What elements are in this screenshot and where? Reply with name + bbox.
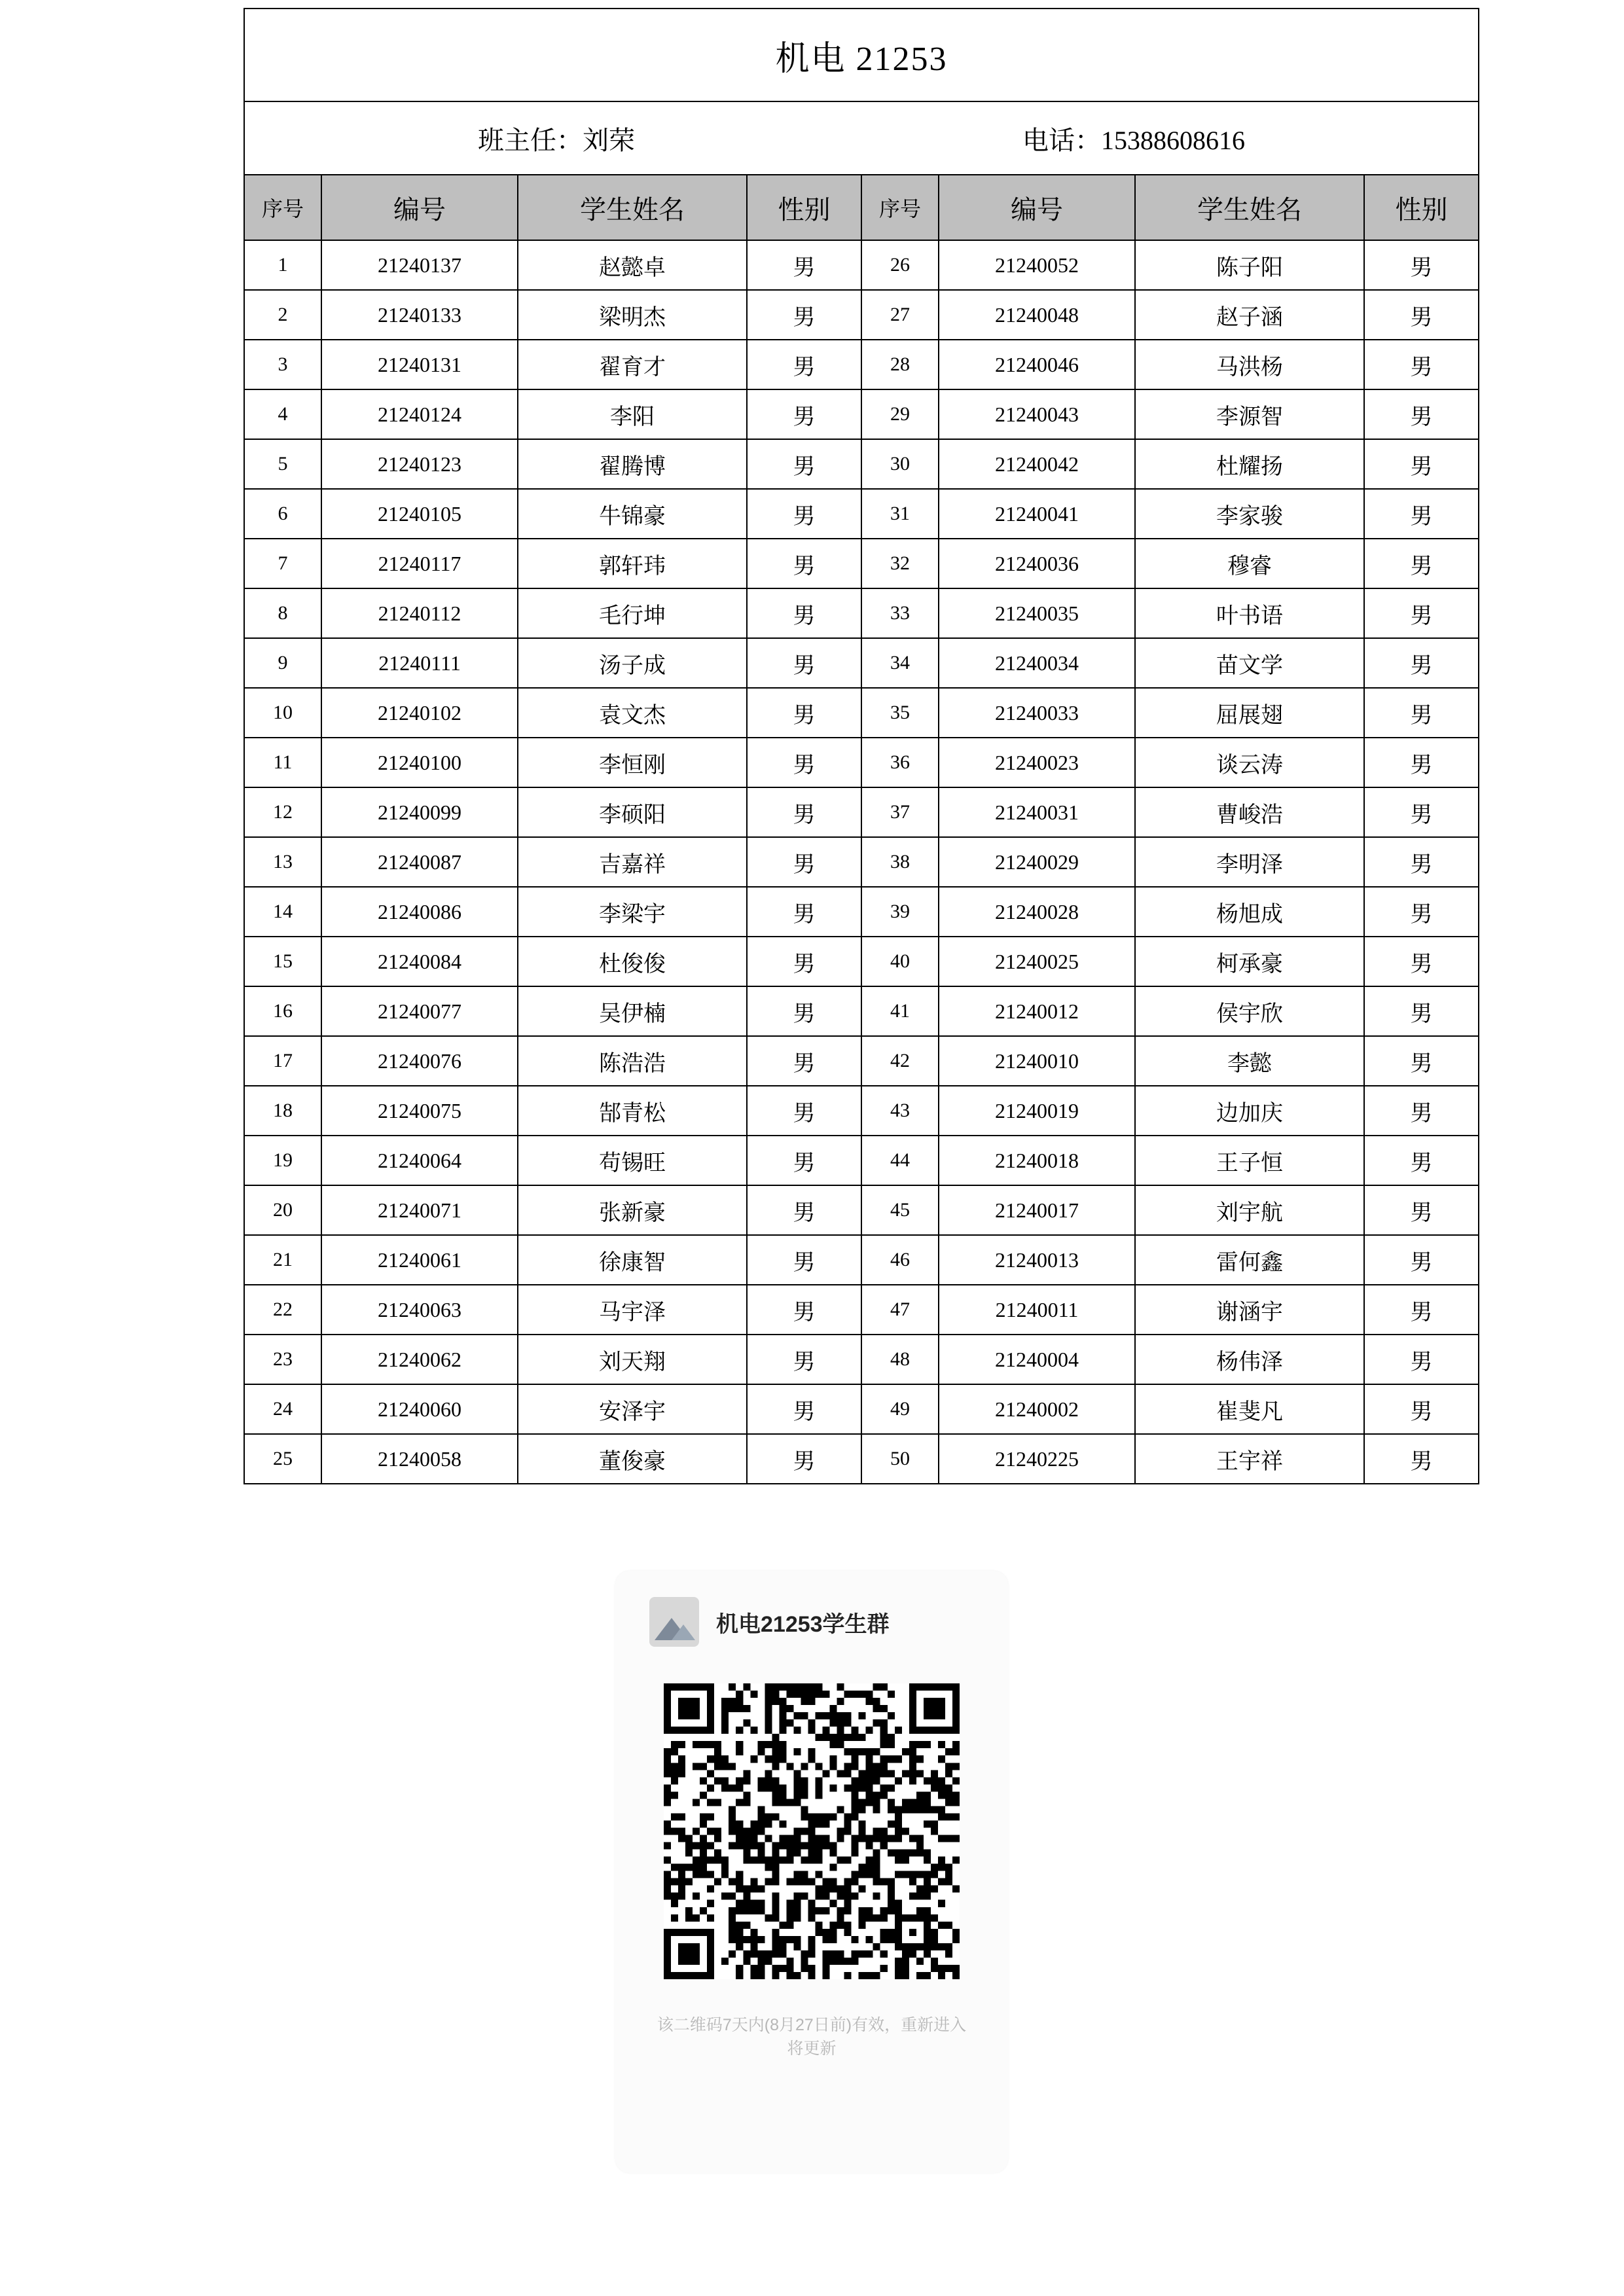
cell-index-left: 8 [244,588,321,638]
cell-sex-left: 男 [747,1235,861,1285]
cell-sex-right: 男 [1364,638,1479,688]
cell-name-right: 曹峻浩 [1135,787,1364,837]
cell-index-right: 34 [861,638,939,688]
cell-sex-left: 男 [747,937,861,986]
cell-sex-right: 男 [1364,688,1479,738]
column-header-name-left: 学生姓名 [518,175,747,240]
table-row [244,1235,1479,1285]
cell-code-left: 21240102 [321,688,518,738]
table-row [244,1384,1479,1434]
cell-name-right: 杨旭成 [1135,887,1364,937]
cell-sex-left: 男 [747,439,861,489]
page-title: 机电 21253 [244,9,1479,101]
cell-code-right: 21240033 [939,688,1135,738]
roster-table-container [244,8,1448,1484]
cell-sex-left: 男 [747,1434,861,1484]
cell-index-right: 31 [861,489,939,539]
cell-index-right: 39 [861,887,939,937]
cell-name-left: 李阳 [518,389,747,439]
cell-code-right: 21240035 [939,588,1135,638]
cell-sex-left: 男 [747,986,861,1036]
column-header-sex-right: 性别 [1364,175,1479,240]
cell-code-right: 21240048 [939,290,1135,340]
cell-name-right: 王宇祥 [1135,1434,1364,1484]
cell-index-left: 12 [244,787,321,837]
cell-sex-left: 男 [747,1335,861,1384]
table-row [244,738,1479,787]
cell-index-right: 40 [861,937,939,986]
table-row [244,1136,1479,1185]
cell-code-left: 21240100 [321,738,518,787]
cell-name-left: 郜青松 [518,1086,747,1136]
cell-code-right: 21240018 [939,1136,1135,1185]
cell-code-right: 21240028 [939,887,1135,937]
cell-sex-right: 男 [1364,738,1479,787]
cell-name-right: 刘宇航 [1135,1185,1364,1235]
teacher-label: 班主任：刘荣 [478,125,635,155]
column-header-index-left: 序号 [244,175,321,240]
cell-index-right: 35 [861,688,939,738]
cell-index-right: 38 [861,837,939,887]
table-row [244,638,1479,688]
cell-index-left: 15 [244,937,321,986]
cell-sex-left: 男 [747,588,861,638]
info-row [244,101,1479,175]
cell-sex-right: 男 [1364,837,1479,887]
cell-name-right: 李源智 [1135,389,1364,439]
cell-code-right: 21240043 [939,389,1135,439]
cell-code-right: 21240023 [939,738,1135,787]
column-header-code-left: 编号 [321,175,518,240]
cell-code-left: 21240077 [321,986,518,1036]
cell-sex-left: 男 [747,1185,861,1235]
qr-code-image[interactable] [664,1683,960,1979]
column-header-sex-left: 性别 [747,175,861,240]
table-row [244,1086,1479,1136]
cell-name-right: 李懿 [1135,1036,1364,1086]
cell-sex-right: 男 [1364,887,1479,937]
cell-name-left: 翟腾博 [518,439,747,489]
cell-code-left: 21240124 [321,389,518,439]
cell-name-right: 苗文学 [1135,638,1364,688]
phone-label: 电话：15388608616 [1022,125,1245,155]
cell-index-left: 21 [244,1235,321,1285]
cell-name-left: 郭轩玮 [518,539,747,588]
table-row [244,439,1479,489]
table-row [244,688,1479,738]
cell-code-left: 21240111 [321,638,518,688]
class-info-cell [244,101,1479,175]
cell-sex-left: 男 [747,1285,861,1335]
cell-index-left: 7 [244,539,321,588]
cell-code-right: 21240002 [939,1384,1135,1434]
cell-name-left: 汤子成 [518,638,747,688]
cell-sex-left: 男 [747,787,861,837]
cell-sex-left: 男 [747,1384,861,1434]
cell-index-left: 5 [244,439,321,489]
cell-name-right: 谈云涛 [1135,738,1364,787]
table-row [244,240,1479,290]
cell-code-left: 21240117 [321,539,518,588]
cell-sex-right: 男 [1364,340,1479,389]
cell-code-left: 21240061 [321,1235,518,1285]
qr-card [615,1571,1008,2173]
cell-name-right: 崔斐凡 [1135,1384,1364,1434]
cell-index-left: 1 [244,240,321,290]
cell-sex-left: 男 [747,1136,861,1185]
cell-name-left: 董俊豪 [518,1434,747,1484]
cell-code-left: 21240071 [321,1185,518,1235]
cell-index-left: 14 [244,887,321,937]
cell-sex-right: 男 [1364,1235,1479,1285]
cell-index-right: 36 [861,738,939,787]
cell-code-left: 21240112 [321,588,518,638]
title-row [244,9,1479,101]
column-header-name-right: 学生姓名 [1135,175,1364,240]
cell-code-left: 21240133 [321,290,518,340]
cell-code-left: 21240105 [321,489,518,539]
cell-code-right: 21240012 [939,986,1135,1036]
cell-name-left: 袁文杰 [518,688,747,738]
cell-name-right: 王子恒 [1135,1136,1364,1185]
cell-sex-left: 男 [747,1036,861,1086]
cell-sex-left: 男 [747,638,861,688]
cell-name-right: 赵子涵 [1135,290,1364,340]
cell-name-right: 侯宇欣 [1135,986,1364,1036]
cell-index-right: 41 [861,986,939,1036]
cell-index-right: 42 [861,1036,939,1086]
cell-name-right: 杜耀扬 [1135,439,1364,489]
cell-name-right: 李家骏 [1135,489,1364,539]
cell-sex-left: 男 [747,290,861,340]
group-name-label: 机电21253学生群 [716,1611,890,1637]
qr-expiry-note: 该二维码7天内(8月27日前)有效，重新进入将更新 [657,2016,967,2058]
cell-name-right: 马洪杨 [1135,340,1364,389]
cell-sex-right: 男 [1364,1434,1479,1484]
cell-name-right: 叶书语 [1135,588,1364,638]
cell-code-left: 21240062 [321,1335,518,1384]
cell-name-right: 陈子阳 [1135,240,1364,290]
cell-name-left: 张新豪 [518,1185,747,1235]
cell-name-left: 牛锦豪 [518,489,747,539]
table-row [244,1285,1479,1335]
cell-code-right: 21240041 [939,489,1135,539]
cell-sex-right: 男 [1364,489,1479,539]
cell-sex-right: 男 [1364,1086,1479,1136]
cell-name-left: 徐康智 [518,1235,747,1285]
cell-sex-right: 男 [1364,588,1479,638]
cell-name-right: 柯承豪 [1135,937,1364,986]
table-row [244,1185,1479,1235]
cell-index-left: 19 [244,1136,321,1185]
cell-name-left: 赵懿卓 [518,240,747,290]
cell-code-right: 21240017 [939,1185,1135,1235]
cell-sex-right: 男 [1364,787,1479,837]
cell-code-left: 21240075 [321,1086,518,1136]
cell-code-right: 21240004 [939,1335,1135,1384]
cell-name-left: 刘天翔 [518,1335,747,1384]
cell-name-right: 杨伟泽 [1135,1335,1364,1384]
cell-name-right: 雷何鑫 [1135,1235,1364,1285]
cell-sex-left: 男 [747,389,861,439]
cell-name-right: 边加庆 [1135,1086,1364,1136]
cell-code-right: 21240025 [939,937,1135,986]
cell-index-right: 50 [861,1434,939,1484]
cell-name-left: 梁明杰 [518,290,747,340]
cell-name-left: 安泽宇 [518,1384,747,1434]
cell-index-right: 46 [861,1235,939,1285]
column-header-index-right: 序号 [861,175,939,240]
cell-sex-left: 男 [747,340,861,389]
cell-sex-right: 男 [1364,240,1479,290]
cell-code-right: 21240010 [939,1036,1135,1086]
roster-table [244,8,1479,1484]
cell-name-left: 杜俊俊 [518,937,747,986]
cell-index-right: 33 [861,588,939,638]
cell-index-right: 26 [861,240,939,290]
cell-sex-left: 男 [747,887,861,937]
cell-index-left: 13 [244,837,321,887]
cell-sex-right: 男 [1364,1384,1479,1434]
table-row [244,489,1479,539]
table-row [244,837,1479,887]
cell-name-left: 苟锡旺 [518,1136,747,1185]
cell-index-right: 28 [861,340,939,389]
cell-code-left: 21240131 [321,340,518,389]
cell-sex-right: 男 [1364,439,1479,489]
cell-code-left: 21240086 [321,887,518,937]
cell-index-left: 10 [244,688,321,738]
cell-index-left: 11 [244,738,321,787]
cell-code-right: 21240019 [939,1086,1135,1136]
cell-name-left: 李硕阳 [518,787,747,837]
table-row [244,340,1479,389]
cell-index-right: 47 [861,1285,939,1335]
cell-code-left: 21240058 [321,1434,518,1484]
cell-code-right: 21240052 [939,240,1135,290]
cell-code-left: 21240064 [321,1136,518,1185]
cell-sex-left: 男 [747,837,861,887]
qr-code-icon [664,1683,960,1979]
cell-sex-right: 男 [1364,1285,1479,1335]
cell-code-left: 21240123 [321,439,518,489]
cell-index-left: 18 [244,1086,321,1136]
cell-index-left: 16 [244,986,321,1036]
cell-name-right: 屈展翅 [1135,688,1364,738]
cell-index-right: 48 [861,1335,939,1384]
cell-index-right: 44 [861,1136,939,1185]
table-row [244,1335,1479,1384]
cell-index-left: 6 [244,489,321,539]
cell-code-left: 21240084 [321,937,518,986]
cell-index-left: 17 [244,1036,321,1086]
cell-code-right: 21240046 [939,340,1135,389]
cell-code-right: 21240042 [939,439,1135,489]
cell-sex-left: 男 [747,539,861,588]
cell-sex-right: 男 [1364,1185,1479,1235]
cell-name-left: 李恒刚 [518,738,747,787]
table-row [244,787,1479,837]
cell-code-left: 21240060 [321,1384,518,1434]
cell-code-left: 21240063 [321,1285,518,1335]
cell-index-right: 45 [861,1185,939,1235]
cell-name-right: 李明泽 [1135,837,1364,887]
cell-code-right: 21240034 [939,638,1135,688]
cell-index-left: 24 [244,1384,321,1434]
cell-index-left: 20 [244,1185,321,1235]
cell-code-right: 21240031 [939,787,1135,837]
cell-name-left: 翟育才 [518,340,747,389]
cell-sex-left: 男 [747,1086,861,1136]
cell-index-left: 23 [244,1335,321,1384]
table-row [244,1434,1479,1484]
cell-index-left: 4 [244,389,321,439]
cell-index-right: 29 [861,389,939,439]
cell-code-left: 21240137 [321,240,518,290]
cell-index-right: 32 [861,539,939,588]
cell-sex-left: 男 [747,240,861,290]
cell-name-right: 穆睿 [1135,539,1364,588]
cell-sex-left: 男 [747,489,861,539]
cell-name-left: 吴伊楠 [518,986,747,1036]
cell-name-left: 吉嘉祥 [518,837,747,887]
cell-name-left: 李梁宇 [518,887,747,937]
cell-code-right: 21240036 [939,539,1135,588]
header-row [244,175,1479,240]
cell-index-right: 27 [861,290,939,340]
cell-name-left: 毛行坤 [518,588,747,638]
table-row [244,986,1479,1036]
table-row [244,539,1479,588]
cell-index-left: 9 [244,638,321,688]
cell-sex-right: 男 [1364,1335,1479,1384]
cell-sex-right: 男 [1364,1136,1479,1185]
cell-sex-right: 男 [1364,539,1479,588]
cell-sex-right: 男 [1364,937,1479,986]
cell-sex-right: 男 [1364,1036,1479,1086]
table-row [244,389,1479,439]
cell-code-right: 21240029 [939,837,1135,887]
cell-index-left: 3 [244,340,321,389]
cell-code-left: 21240087 [321,837,518,887]
cell-sex-right: 男 [1364,290,1479,340]
table-row [244,290,1479,340]
cell-code-right: 21240225 [939,1434,1135,1484]
cell-index-right: 30 [861,439,939,489]
table-row [244,1036,1479,1086]
cell-index-right: 37 [861,787,939,837]
cell-name-right: 谢涵宇 [1135,1285,1364,1335]
cell-index-right: 49 [861,1384,939,1434]
cell-index-left: 2 [244,290,321,340]
cell-name-left: 陈浩浩 [518,1036,747,1086]
cell-code-left: 21240076 [321,1036,518,1086]
group-avatar-icon [649,1597,699,1647]
cell-index-right: 43 [861,1086,939,1136]
cell-sex-right: 男 [1364,986,1479,1036]
table-row [244,937,1479,986]
column-header-code-right: 编号 [939,175,1135,240]
cell-index-left: 25 [244,1434,321,1484]
cell-sex-left: 男 [747,688,861,738]
cell-sex-right: 男 [1364,389,1479,439]
qr-card-header [615,1571,1008,1647]
table-row [244,887,1479,937]
cell-code-right: 21240013 [939,1235,1135,1285]
cell-name-left: 马宇泽 [518,1285,747,1335]
cell-sex-left: 男 [747,738,861,787]
cell-code-right: 21240011 [939,1285,1135,1335]
table-row [244,588,1479,638]
cell-index-left: 22 [244,1285,321,1335]
cell-code-left: 21240099 [321,787,518,837]
